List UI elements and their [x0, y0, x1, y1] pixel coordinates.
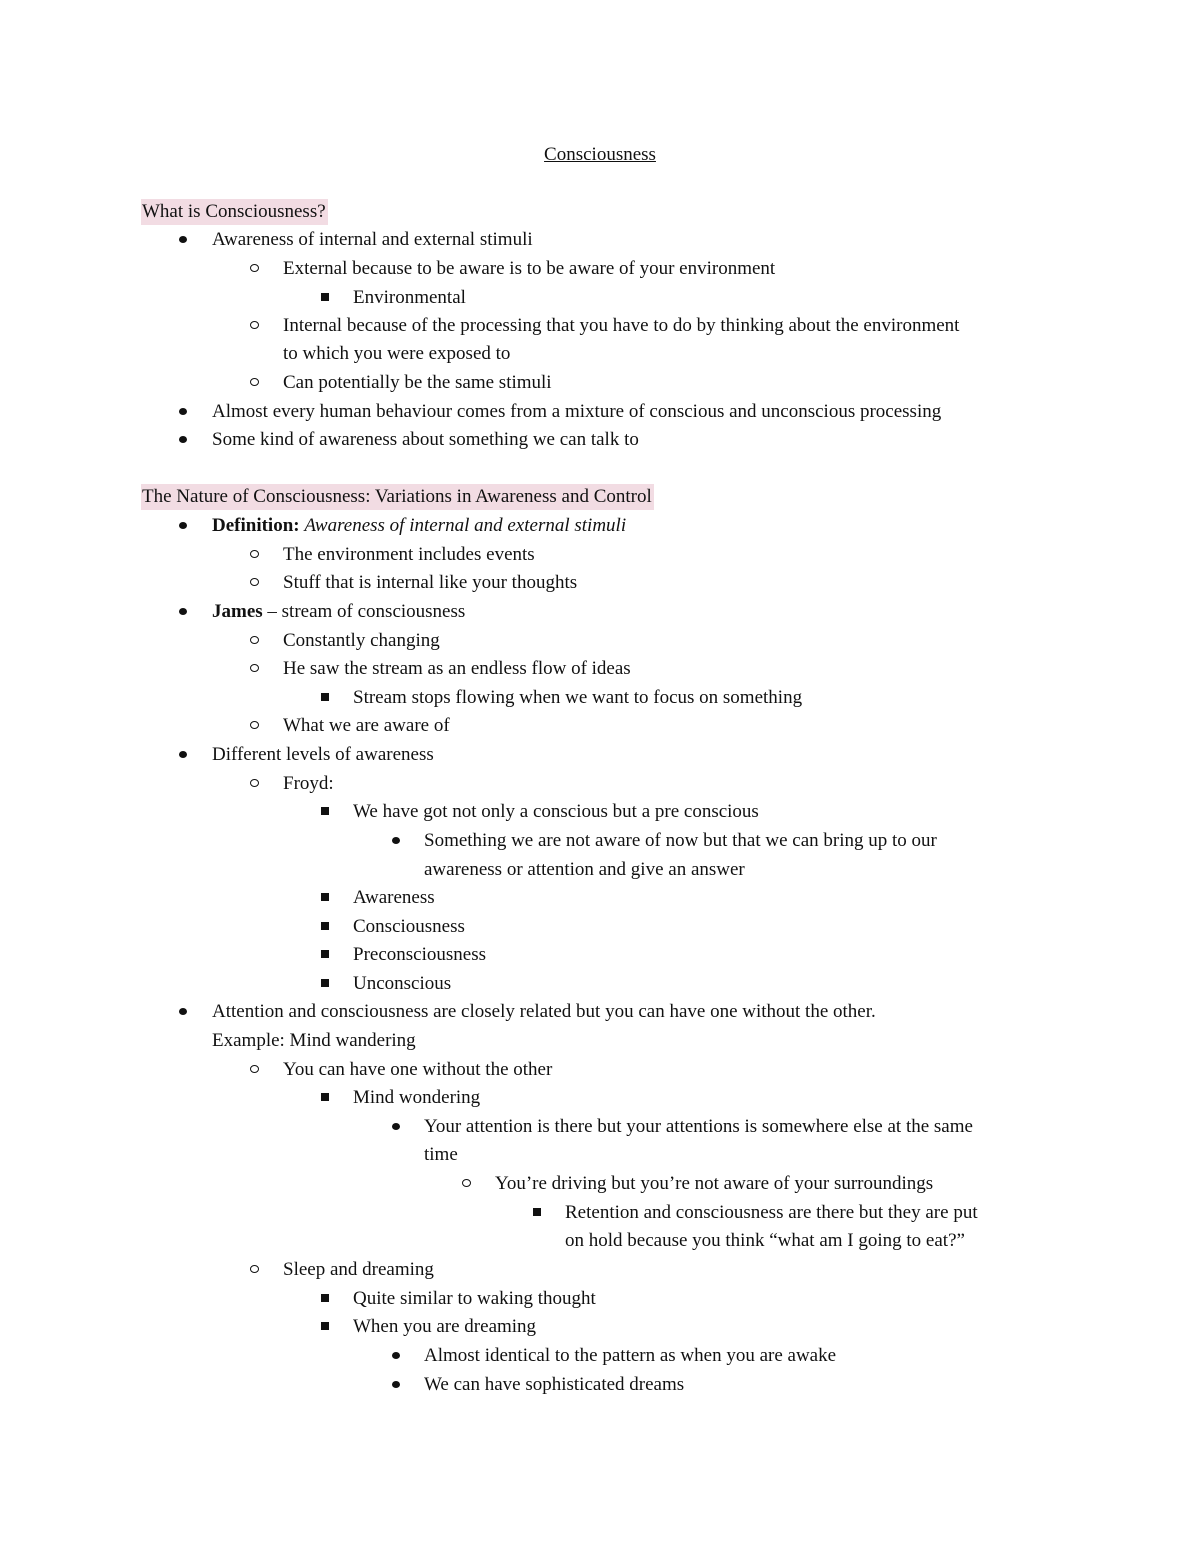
disc-bullet-icon: [389, 1371, 403, 1399]
square-bullet-icon: [318, 884, 332, 912]
circle-bullet-icon: [247, 541, 261, 569]
document-title: Consciousness: [544, 144, 656, 165]
square-bullet-icon: [318, 1285, 332, 1313]
circle-bullet-icon: [247, 369, 261, 397]
disc-bullet-icon: [389, 827, 403, 855]
disc-bullet-icon: [176, 426, 190, 454]
disc-bullet-icon: [176, 741, 190, 769]
definition-label: Definition:: [212, 515, 300, 536]
square-bullet-icon: [318, 684, 332, 712]
circle-bullet-icon: [247, 655, 261, 683]
definition-text: Awareness of internal and external stimuli: [304, 515, 627, 536]
circle-bullet-icon: [247, 569, 261, 597]
document-page: Consciousness What is Consciousness? Awareness of internal and external stimuli External because to be aware is to be aware of your environment Environmental Internal because of the processing that you have to do by thinking about the environment to which you were exposed to Can potentially be the same stimuli Almost every human behaviour comes from a mixture of conscious and unconscious processing Some kind of awareness about something we can talk to The Nature of Consciousness: Variations in Awareness and Control Definition: Awareness of internal and external stimuli The environment includes events Stuff that is internal like your thoughts James – stream of consciousness Constantly changing He saw the stream as an endless flow of ideas Stream stops flowing when we want to focus on something What we are aware of Different levels of awareness Froyd: We have got not only a conscious but a pre conscious Something we are not aware of now but that we can bring up to our awareness or attention and give an answer Awareness Consciousness Preconsciousness Unconscious Attention and consciousness are closely related but you can have one without the other. Example: Mind wandering You can have one without the other Mind wondering Your attention is there but your attentions is somewhere else at the same time You’re driving but you’re not aware of your surroundings Retention and consciousness are there but they are put on hold because you think “what am I going to eat?” Sleep and dreaming Quite similar to waking thought When you are dreaming Almost identical to the pattern as when you are awake We can have sophisticated dreams: [0, 0, 1200, 1553]
section-heading-nature-of-consciousness: The Nature of Consciousness: Variations in Awareness and Control: [141, 484, 654, 510]
section-heading-what-is-consciousness: What is Consciousness?: [141, 199, 328, 225]
square-bullet-icon: [318, 1084, 332, 1112]
disc-bullet-icon: [176, 398, 190, 426]
circle-bullet-icon: [247, 712, 261, 740]
square-bullet-icon: [318, 798, 332, 826]
disc-bullet-icon: [176, 226, 190, 254]
james-text: – stream of consciousness: [262, 601, 466, 622]
circle-bullet-icon: [247, 312, 261, 340]
square-bullet-icon: [318, 941, 332, 969]
square-bullet-icon: [318, 284, 332, 312]
disc-bullet-icon: [176, 512, 190, 540]
disc-bullet-icon: [176, 998, 190, 1026]
square-bullet-icon: [318, 970, 332, 998]
disc-bullet-icon: [389, 1342, 403, 1370]
circle-bullet-icon: [247, 1256, 261, 1284]
james-label: James: [212, 601, 263, 622]
square-bullet-icon: [318, 913, 332, 941]
circle-bullet-icon: [247, 627, 261, 655]
circle-bullet-icon: [459, 1170, 473, 1198]
square-bullet-icon: [530, 1199, 544, 1227]
square-bullet-icon: [318, 1313, 332, 1341]
disc-bullet-icon: [389, 1113, 403, 1141]
disc-bullet-icon: [176, 598, 190, 626]
circle-bullet-icon: [247, 1056, 261, 1084]
circle-bullet-icon: [247, 255, 261, 283]
circle-bullet-icon: [247, 770, 261, 798]
